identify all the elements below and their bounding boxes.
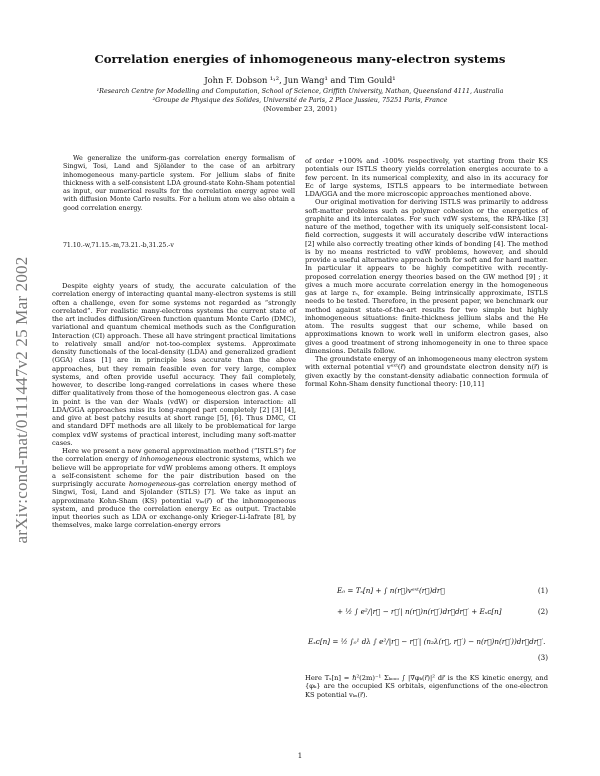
paragraph-intro: Despite eighty years of study, the accurate calculation of the correlation energy of interacting quantal many-electron systems is still often a challenge, even for some systems not regarded as “strongly correlated”. For realistic many-electrons systems the current state of the art includes diffusion/Green function quantum Monte Carlo (DMC), variational and quantum chemical methods such as the Configuration Interaction (CI) approach. These all have stringent practical limitations to relatively small and/or not-too-complex systems. Approximate density functionals of the local-density (LDA) and generalized gradient (GGA) class [1] are in principle less accurate than the above approaches, but they remain feasible even for very large, complex systems, and often provide useful accuracy. They fail completely, however, to describe long-ranged correlations in cases where these differ qualitatively from those of the homogeneous electron gas. A case in point is the van der Waals (vdW) or dispersion interaction: all LDA/GGA approaches miss its long-ranged part completely [2] [3] [4], and give at best patchy results at short range [5], [6]. Thus DMC, CI and standard DFT methods are all likely to be problematical for large complex vdW systems of practical interest, including many soft-matter cases. [52,282,296,447]
equation-3 [305,637,548,651]
paragraph-kinetic-energy: Here Tₛ[n] = ℏ²(2m)⁻¹ Σₖₒₒₒ ∫ |∇φₖ(r⃗)|² dr⃗ is the KS kinetic energy, and {φₖ} are the occupied KS orbitals, eigenfunctions of the one-electron KS potential vₖₛ(r⃗). [305,674,548,699]
paragraph-method: Here we present a new general approximation method (“ISTLS”) for the correlation energy of inhomogeneous electronic systems, which we believe will be appropriate for vdW problems among others. It employs a self-consistent scheme for the pair distribution based on the surprisingly accurate homogeneous-gas correlation energy method of Singwi, Tosi, Land and Sjolander (STLS) [7]. We take as input an approximate Kohn-Sham (KS) potential vₖₛ(r⃗) of the inhomogeneous system, and produce the correlation energy Eᴄ as output. Tractable input theories such as LDA or exchange-only Krieger-Li-Iafrate [8], by themselves, make large correlation-energy errors [52,447,297,530]
abstract [63,154,295,212]
equation-2-body: + ½ ∫ e²/|r⃗ − r⃗′| n(r⃗)n(r⃗′)dr⃗dr⃗′ + Eₓᴄ[n] [337,607,502,616]
paragraph-accuracy: of order +100% and -100% respectively, yet starting from their KS potentials our ISTLS theory yields correlation energies accurate to a few percent. In its numerical complexity, and also in its accuracy for Eᴄ of large systems, ISTLS appears to be intermediate between LDA/GGA and the more microscopic approaches mentioned above. [305,157,548,198]
equation-1-body: E₀ = Tₛ[n] + ∫ n(r⃗)vᵉˣᵗ(r⃗)dr⃗ [337,586,445,595]
equation-1 [305,586,548,600]
paragraph-groundstate: The groundstate energy of an inhomogeneous many electron system with external potential vᵉˣᵗ(r⃗) and groundstate electron density n(r⃗) is given exactly by the constant-density adiabatic connection formula of formal Kohn-Sham density functional theory: [10,11] [305,355,548,388]
paper-title: Correlation energies of inhomogeneous many-electron systems [94,52,506,66]
submission-date: (November 23, 2001) [263,105,337,113]
equation-2-number: (2) [537,607,548,616]
right-column-tail [305,674,548,699]
abstract-text: We generalize the uniform-gas correlation energy formalism of Singwi, Tosi, Land and Sjölander to the case of an arbitrary inhomogeneous many-particle system. For jellium slabs of finite thickness with a self-consistent LDA ground-state Kohn-Sham potential as input, our numerical results for the correlation energy agree well with diffusion Monte Carlo results. For a helium atom we also obtain a good correlation energy. [63,154,295,212]
arxiv-identifier[interactable]: arXiv:cond-mat/0111447v2 25 Mar 2002 [12,256,31,544]
equation-3-body: Eₓᴄ[n] = ½ ∫₀¹ dλ ∫ e²/|r⃗ − r⃗′| (n₂λ(r⃗, r⃗′) − n(r⃗)n(r⃗′))dr⃗dr⃗′. [308,637,546,646]
equation-3-number: (3) [537,653,548,662]
pacs-numbers: 71.10.-w,71.15.-m,73.21.-b,31.25.-v [63,242,174,249]
equation-1-number: (1) [537,586,548,595]
author-list: John F. Dobson ¹˒², Jun Wang¹ and Tim Gould¹ [204,75,396,85]
arxiv-identifier-sidebar [8,180,36,620]
affiliation-2: ²Groupe de Physique des Solides, Université de Paris, 2 Place Jussieu, 75251 Paris, France [152,96,448,104]
right-column [305,157,548,388]
paragraph-motivation: Our original motivation for deriving ISTLS was primarily to address soft-matter problems such as polymer cohesion or the energetics of graphite and its intercalates. For such vdW systems, the RPA-like [3] nature of the method, together with its uniquely self-consistent local-field correction, suggests it will accurately describe vdW interactions [2] while also correctly treating other kinds of bonding [4]. The method is by no means restricted to vdW problems, however, and should provide a useful alternative approach both for soft and for hard matter. In particular it appears to be highly competitive with recently-proposed correlation energy theories based on the GW method [9] ; it gives a much more accurate correlation energy in the homogeneous gas at large rₛ, for example. Being intrinsically approximate, ISTLS needs to be tested. Therefore, in the present paper, we benchmark our method against state-of-the-art results for two simple but highly inhomogeneous situations: finite-thickness jellium slabs and the He atom. The results suggest that our scheme, while based on approximations known to work well in uniform electron gases, also gives a good treatment of strong inhomogeneity in one to three space dimensions. Details follow. [305,198,548,355]
equation-2 [305,607,548,621]
left-column [52,282,296,530]
page-number: 1 [297,752,303,760]
affiliation-1: ¹Research Centre for Modelling and Computation, School of Science, Griffith University, Nathan, Queensland 4111, Australia [96,87,504,95]
